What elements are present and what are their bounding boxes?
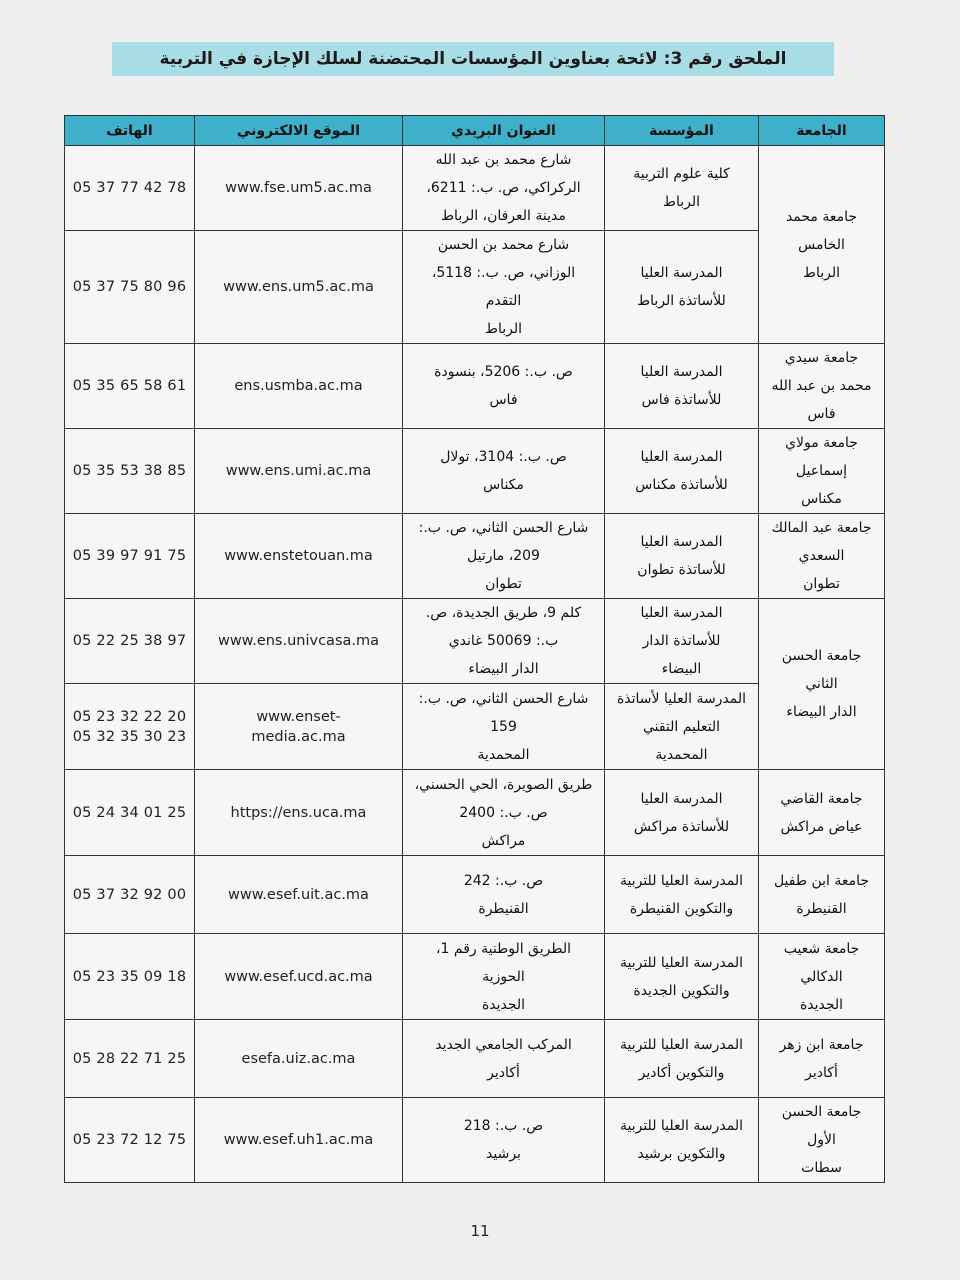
website-cell: www.ens.univcasa.ma <box>195 599 403 684</box>
table-header-row <box>65 116 885 146</box>
university-cell: جامعة محمد الخامس الرباط <box>759 146 885 344</box>
header-institution: المؤسسة <box>605 116 759 146</box>
phone-cell: 05 23 72 12 75 <box>65 1098 195 1183</box>
address-cell: شارع الحسن الثاني، ص. ب.: 209، مارتيل تطوان <box>403 514 605 599</box>
header-address: العنوان البريدي <box>403 116 605 146</box>
address-cell: ص. ب.: 5206، بنسودة فاس <box>403 344 605 429</box>
header-website: الموقع الالكتروني <box>195 116 403 146</box>
address-cell: طريق الصويرة، الحي الحسني، ص. ب.: 2400 مراكش <box>403 770 605 856</box>
phone-cell: 05 22 25 38 97 <box>65 599 195 684</box>
header-phone: الهاتف <box>65 116 195 146</box>
table-row <box>65 429 885 514</box>
address-cell: شارع محمد بن الحسن الوزاني، ص. ب.: 5118، التقدم الرباط <box>403 231 605 344</box>
university-cell: جامعة عبد المالك السعدي تطوان <box>759 514 885 599</box>
website-cell: ens.usmba.ac.ma <box>195 344 403 429</box>
table-row <box>65 1098 885 1183</box>
website-cell: www.esef.uh1.ac.ma <box>195 1098 403 1183</box>
phone-cell: 05 24 34 01 25 <box>65 770 195 856</box>
website-cell: esefa.uiz.ac.ma <box>195 1020 403 1098</box>
phone-cell: 05 35 53 38 85 <box>65 429 195 514</box>
phone-cell: 05 23 35 09 18 <box>65 934 195 1020</box>
website-cell: www.ens.um5.ac.ma <box>195 231 403 344</box>
university-cell: جامعة ابن زهر أكادير <box>759 1020 885 1098</box>
university-cell: جامعة الحسن الثاني الدار البيضاء <box>759 599 885 770</box>
website-cell: https://ens.uca.ma <box>195 770 403 856</box>
table-row <box>65 344 885 429</box>
header-university: الجامعة <box>759 116 885 146</box>
institution-cell: المدرسة العليا للأساتذة الدار البيضاء <box>605 599 759 684</box>
university-cell: جامعة الحسن الأول سطات <box>759 1098 885 1183</box>
website-cell: www.enstetouan.ma <box>195 514 403 599</box>
address-cell: المركب الجامعي الجديد أكادير <box>403 1020 605 1098</box>
institution-cell: كلية علوم التربية الرباط <box>605 146 759 231</box>
institution-cell: المدرسة العليا للأساتذة تطوان <box>605 514 759 599</box>
address-cell: شارع محمد بن عبد الله الركراكي، ص. ب.: 6211، مدينة العرفان، الرباط <box>403 146 605 231</box>
page-number: 11 <box>470 1222 490 1240</box>
phone-cell: 05 37 32 92 00 <box>65 856 195 934</box>
website-cell: www.enset- media.ac.ma <box>195 684 403 770</box>
institution-cell: المدرسة العليا للأساتذة فاس <box>605 344 759 429</box>
university-cell: جامعة القاضي عياض مراكش <box>759 770 885 856</box>
phone-cell: 05 23 32 22 20 05 32 35 30 23 <box>65 684 195 770</box>
address-cell: ص. ب.: 242 القنيطرة <box>403 856 605 934</box>
table-row <box>65 770 885 856</box>
institution-cell: المدرسة العليا للأساتذة الرباط <box>605 231 759 344</box>
address-cell: الطريق الوطنية رقم 1، الحوزية الجديدة <box>403 934 605 1020</box>
page-title: الملحق رقم 3: لائحة بعناوين المؤسسات المحتضنة لسلك الإجازة في التربية <box>112 42 834 76</box>
phone-cell: 05 28 22 71 25 <box>65 1020 195 1098</box>
website-cell: www.ens.umi.ac.ma <box>195 429 403 514</box>
address-cell: كلم 9، طريق الجديدة، ص. ب.: 50069 غاندي الدار البيضاء <box>403 599 605 684</box>
table-row <box>65 856 885 934</box>
institution-cell: المدرسة العليا للتربية والتكوين برشيد <box>605 1098 759 1183</box>
university-cell: جامعة شعيب الدكالي الجديدة <box>759 934 885 1020</box>
institution-cell: المدرسة العليا للأساتذة مراكش <box>605 770 759 856</box>
university-cell: جامعة مولاي إسماعيل مكناس <box>759 429 885 514</box>
phone-cell: 05 37 77 42 78 <box>65 146 195 231</box>
table-row <box>65 146 885 231</box>
address-cell: ص. ب.: 3104، تولال مكناس <box>403 429 605 514</box>
institutions-table <box>64 115 885 1183</box>
phone-cell: 05 35 65 58 61 <box>65 344 195 429</box>
phone-cell: 05 39 97 91 75 <box>65 514 195 599</box>
website-cell: www.esef.uit.ac.ma <box>195 856 403 934</box>
website-cell: www.fse.um5.ac.ma <box>195 146 403 231</box>
institution-cell: المدرسة العليا للتربية والتكوين أكادير <box>605 1020 759 1098</box>
table-row <box>65 1020 885 1098</box>
table-row <box>65 934 885 1020</box>
institution-cell: المدرسة العليا للأساتذة مكناس <box>605 429 759 514</box>
address-cell: ص. ب.: 218 برشيد <box>403 1098 605 1183</box>
university-cell: جامعة ابن طفيل القنيطرة <box>759 856 885 934</box>
address-cell: شارع الحسن الثاني، ص. ب.: 159 المحمدية <box>403 684 605 770</box>
institution-cell: المدرسة العليا للتربية والتكوين القنيطرة <box>605 856 759 934</box>
institution-cell: المدرسة العليا للتربية والتكوين الجديدة <box>605 934 759 1020</box>
table-row <box>65 599 885 684</box>
institution-cell: المدرسة العليا لأساتذة التعليم التقني المحمدية <box>605 684 759 770</box>
university-cell: جامعة سيدي محمد بن عبد الله فاس <box>759 344 885 429</box>
table-row <box>65 514 885 599</box>
phone-cell: 05 37 75 80 96 <box>65 231 195 344</box>
website-cell: www.esef.ucd.ac.ma <box>195 934 403 1020</box>
